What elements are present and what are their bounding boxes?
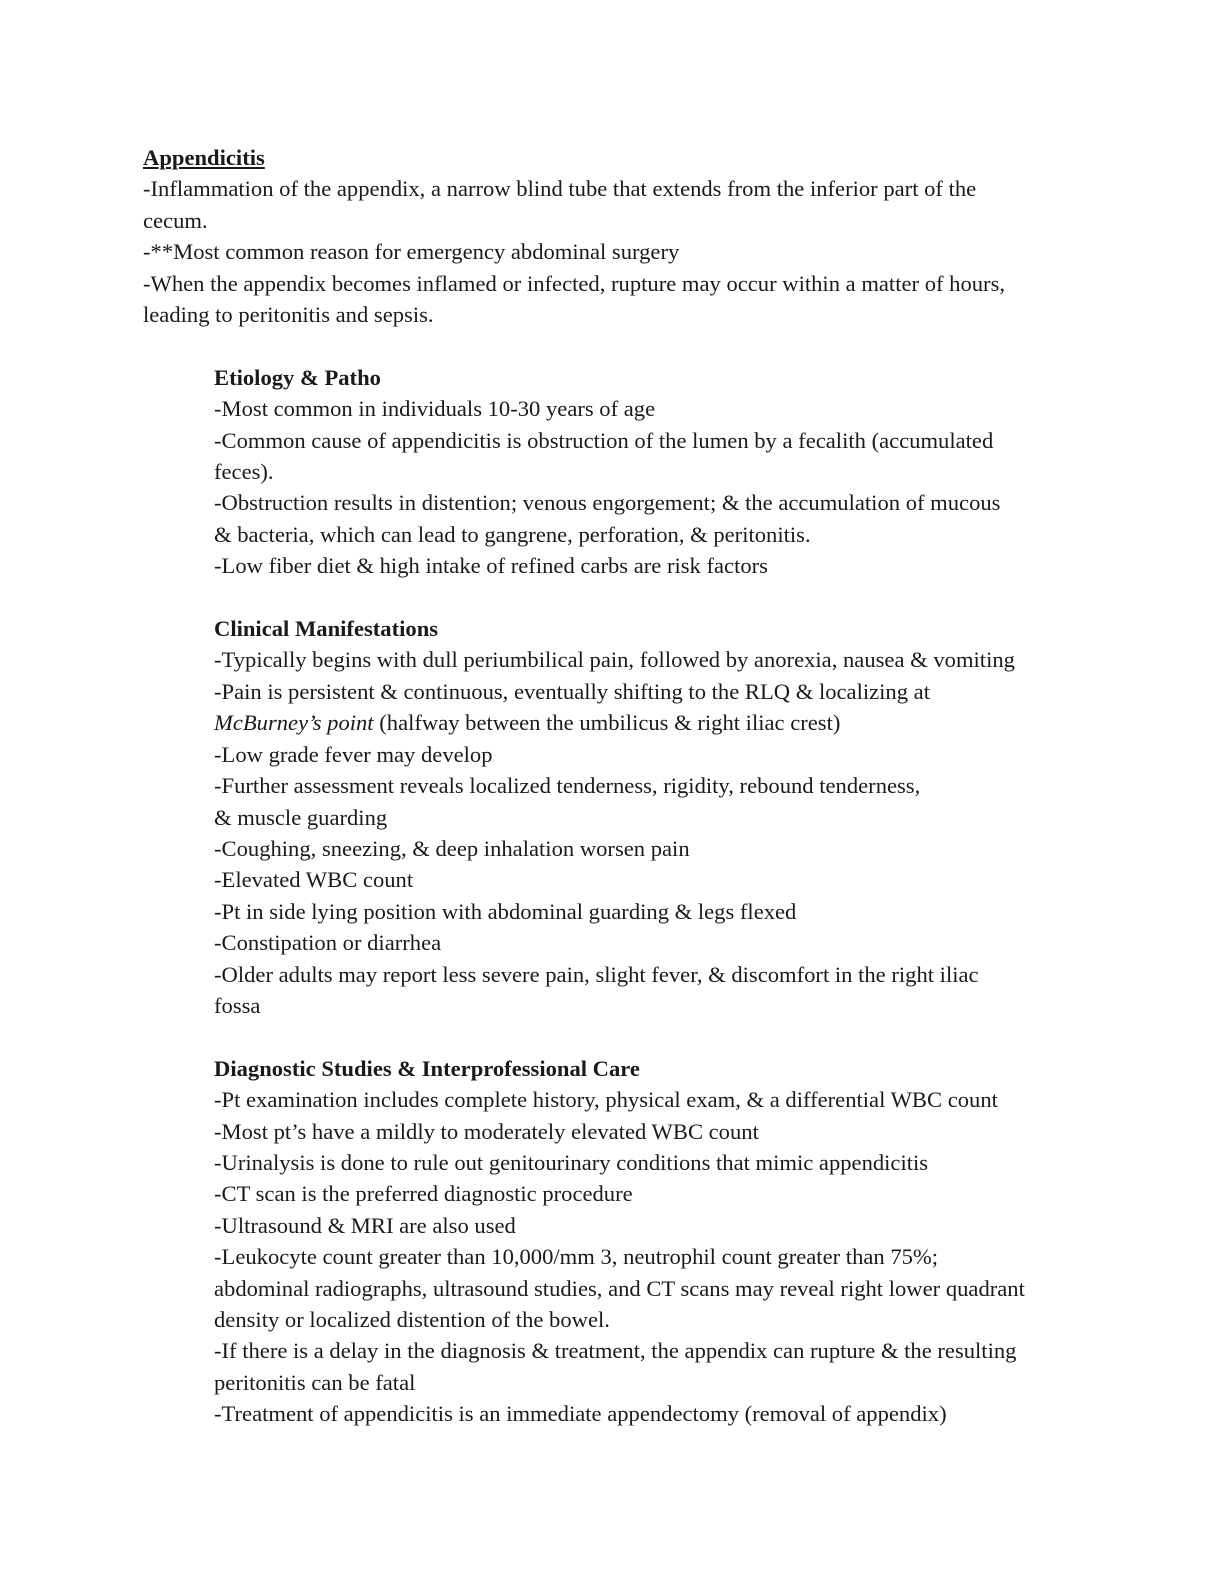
clinical-line: -Older adults may report less severe pain, slight fever, & discomfort in the right iliac: [214, 961, 979, 987]
clinical-line: & muscle guarding: [214, 804, 388, 830]
clinical-section: [143, 613, 1083, 1021]
etiology-line: -Most common in individuals 10-30 years of age: [214, 396, 656, 422]
diagnostic-line: abdominal radiographs, ultrasound studies, and CT scans may reveal right lower quadrant: [214, 1275, 1025, 1301]
mcburney-description: (halfway between the umbilicus & right iliac crest): [373, 710, 841, 736]
clinical-line: -Typically begins with dull periumbilical pain, followed by anorexia, nausea & vomiting: [214, 647, 1015, 673]
intro-line: cecum.: [143, 207, 208, 233]
clinical-line: -Coughing, sneezing, & deep inhalation worsen pain: [214, 835, 690, 861]
document-body: [143, 142, 1083, 1430]
diagnostic-line: -Treatment of appendicitis is an immediate appendectomy (removal of appendix): [214, 1401, 947, 1427]
spacer: [143, 1021, 1083, 1052]
clinical-line: fossa: [214, 992, 261, 1018]
clinical-line: -Pain is persistent & continuous, eventually shifting to the RLQ & localizing at: [214, 678, 930, 704]
etiology-line: & bacteria, which can lead to gangrene, perforation, & peritonitis.: [214, 521, 811, 547]
intro-line: -When the appendix becomes inflamed or infected, rupture may occur within a matter of hours,: [143, 270, 1006, 296]
diagnostic-line: -Leukocyte count greater than 10,000/mm 3, neutrophil count greater than 75%;: [214, 1244, 939, 1270]
etiology-line: -Obstruction results in distention; venous engorgement; & the accumulation of mucous: [214, 490, 1001, 516]
intro-line: -Inflammation of the appendix, a narrow blind tube that extends from the inferior part of the: [143, 176, 977, 202]
etiology-line: feces).: [214, 459, 274, 485]
clinical-line: -Low grade fever may develop: [214, 741, 493, 767]
diagnostic-section: [143, 1053, 1083, 1430]
diagnostic-line: -If there is a delay in the diagnosis & treatment, the appendix can rupture & the resulting: [214, 1338, 1017, 1364]
intro-line: leading to peritonitis and sepsis.: [143, 302, 434, 328]
mcburney-term: McBurney’s point: [214, 710, 374, 736]
diagnostic-line: density or localized distention of the bowel.: [214, 1306, 610, 1332]
clinical-line: -Constipation or diarrhea: [214, 930, 442, 956]
intro-section: [143, 173, 1083, 330]
etiology-section: [143, 362, 1083, 582]
diagnostic-line: -CT scan is the preferred diagnostic procedure: [214, 1181, 633, 1207]
etiology-line: -Common cause of appendicitis is obstruction of the lumen by a fecalith (accumulated: [214, 427, 994, 453]
diagnostic-line: peritonitis can be fatal: [214, 1369, 416, 1395]
clinical-line: [214, 707, 1083, 738]
clinical-line: -Pt in side lying position with abdominal guarding & legs flexed: [214, 898, 797, 924]
etiology-line: -Low fiber diet & high intake of refined carbs are risk factors: [214, 553, 768, 579]
diagnostic-line: -Pt examination includes complete history, physical exam, & a differential WBC count: [214, 1087, 998, 1113]
diagnostic-line: -Most pt’s have a mildly to moderately elevated WBC count: [214, 1118, 759, 1144]
spacer: [143, 330, 1083, 361]
section-heading: Clinical Manifestations: [214, 616, 439, 642]
clinical-line: -Further assessment reveals localized tenderness, rigidity, rebound tenderness,: [214, 773, 921, 799]
diagnostic-line: -Urinalysis is done to rule out genitourinary conditions that mimic appendicitis: [214, 1149, 929, 1175]
section-heading: Etiology & Patho: [214, 364, 381, 390]
clinical-line: -Elevated WBC count: [214, 867, 414, 893]
spacer: [143, 582, 1083, 613]
section-heading: Diagnostic Studies & Interprofessional Care: [214, 1055, 640, 1081]
intro-line: -**Most common reason for emergency abdominal surgery: [143, 239, 680, 265]
document-title: Appendicitis: [143, 145, 265, 170]
diagnostic-line: -Ultrasound & MRI are also used: [214, 1212, 516, 1238]
